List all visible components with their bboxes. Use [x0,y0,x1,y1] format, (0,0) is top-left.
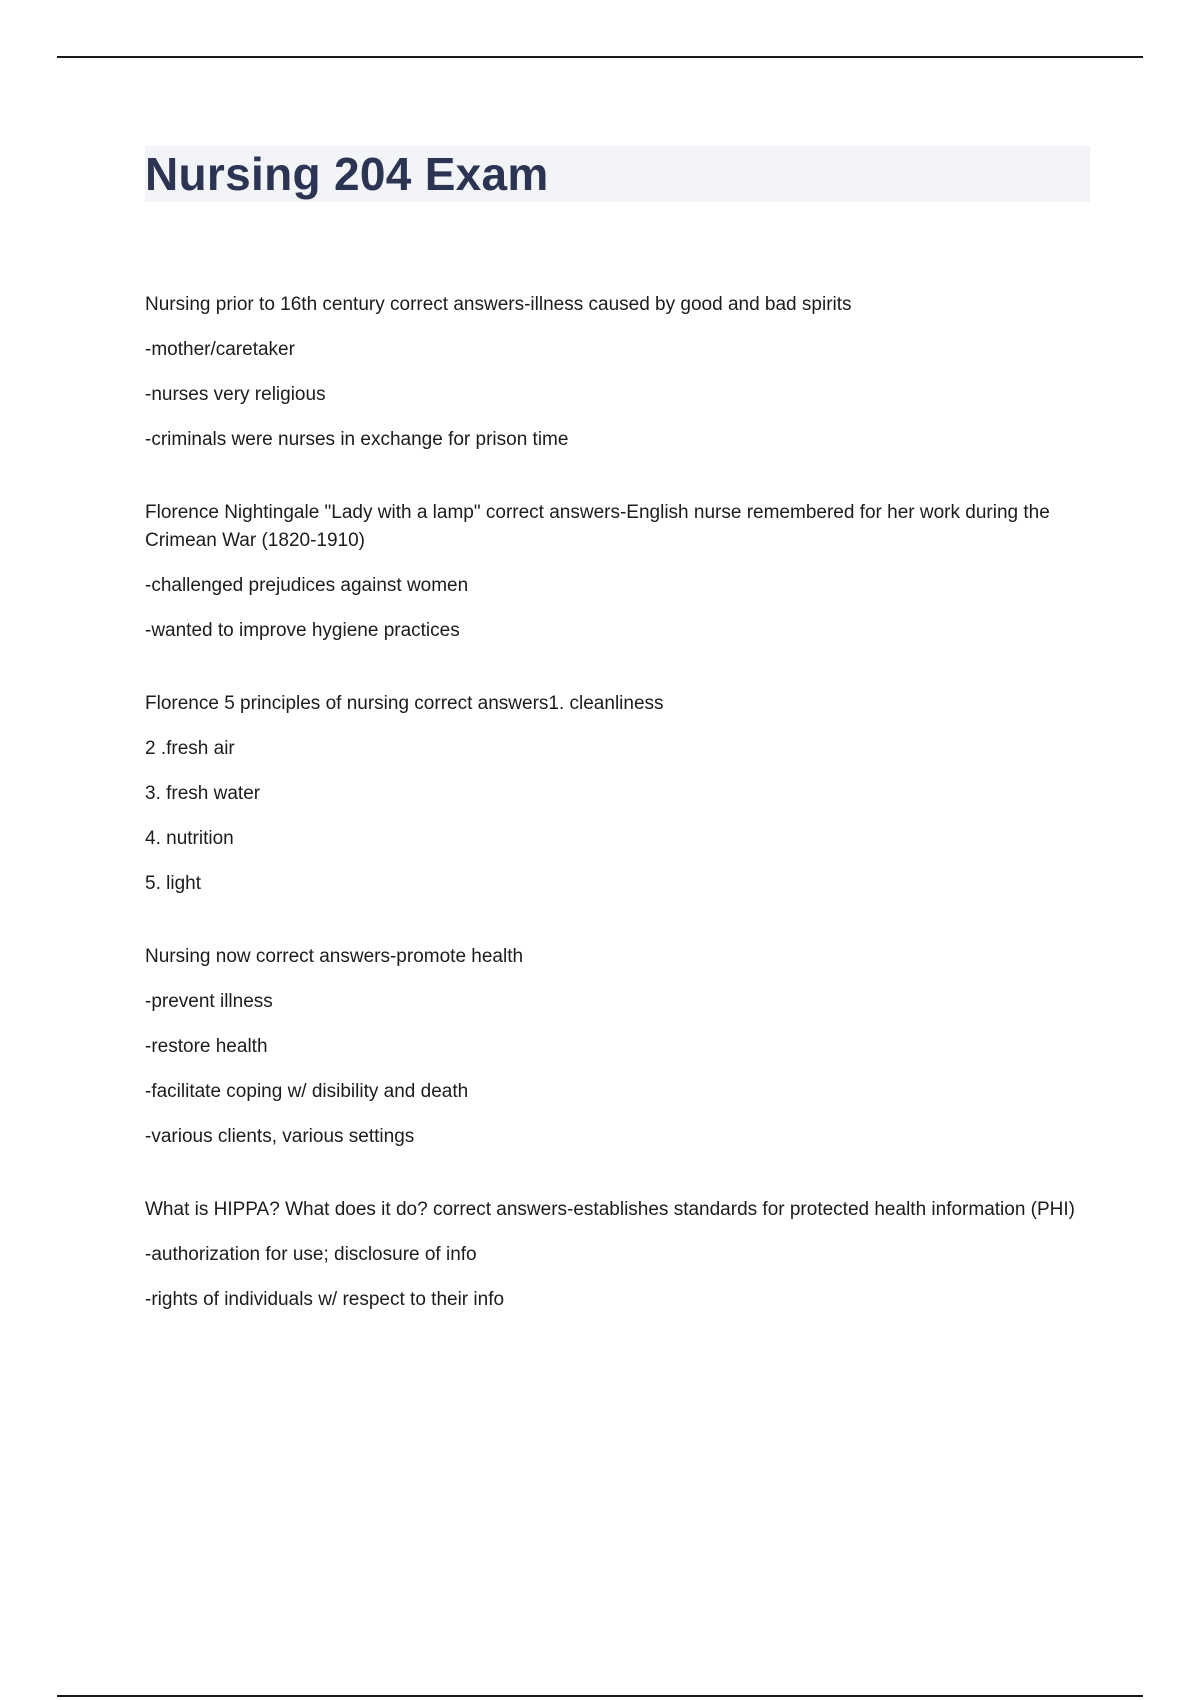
answer-line: -rights of individuals w/ respect to their info [145,1289,505,1310]
answer-line: -mother/caretaker [145,339,295,360]
qa-block-nursing-history [145,291,1090,454]
answer-line: 2 .fresh air [145,738,235,759]
answer-line: -authorization for use; disclosure of info [145,1244,477,1265]
answer-line: -prevent illness [145,991,273,1012]
question-line: Nursing prior to 16th century correct answers-illness caused by good and bad spirits [145,294,852,315]
answer-line: -challenged prejudices against women [145,575,469,596]
question-line: Nursing now correct answers-promote health [145,946,524,967]
qa-block-florence-nightingale [145,499,1090,645]
question-line: Florence Nightingale "Lady with a lamp" correct answers-English nurse remembered for her work during the Crimean War (1820-1910) [145,502,1050,551]
page-title: Nursing 204 Exam [145,148,549,200]
answer-line: 5. light [145,873,201,894]
qa-block-five-principles [145,690,1090,898]
answer-line: 4. nutrition [145,828,234,849]
bottom-divider [57,1695,1143,1697]
answer-line: -various clients, various settings [145,1126,415,1147]
answer-line: -facilitate coping w/ disibility and death [145,1081,469,1102]
qa-block-hippa [145,1196,1090,1314]
question-line: Florence 5 principles of nursing correct answers1. cleanliness [145,693,664,714]
qa-block-nursing-now [145,943,1090,1151]
answer-line: -wanted to improve hygiene practices [145,620,460,641]
top-divider [57,56,1143,58]
answer-line: -restore health [145,1036,268,1057]
question-line: What is HIPPA? What does it do? correct answers-establishes standards for protected health information (PHI) [145,1199,1076,1220]
answer-line: -nurses very religious [145,384,326,405]
answer-line: 3. fresh water [145,783,261,804]
document-content [145,291,1090,1359]
answer-line: -criminals were nurses in exchange for prison time [145,429,569,450]
title-band [145,146,1090,202]
